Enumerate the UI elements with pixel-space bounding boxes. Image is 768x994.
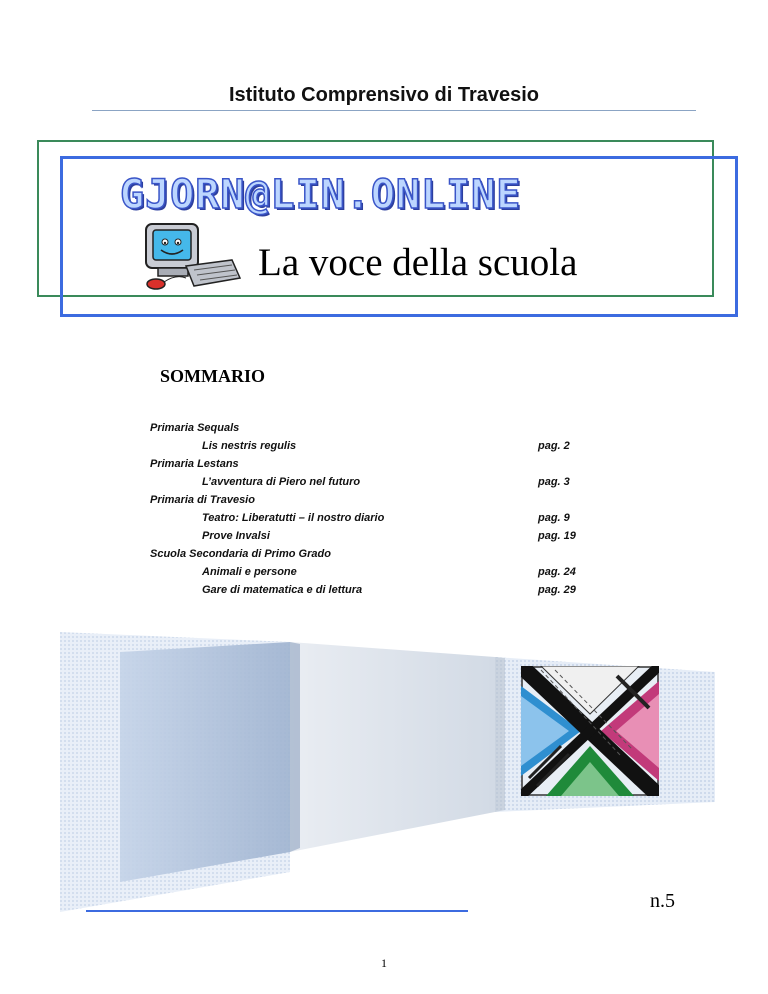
- school-name: Istituto Comprensivo di Travesio: [228, 84, 540, 106]
- toc-section-heading: Scuola Secondaria di Primo Grado: [150, 548, 331, 560]
- toc-entry: [150, 437, 610, 455]
- toc-entry-title: Teatro: Liberatutti – il nostro diario: [202, 512, 385, 524]
- toc-entry-title: Animali e persone: [202, 566, 297, 578]
- toc-entry: [150, 563, 610, 581]
- footer-rule: [86, 910, 468, 912]
- toc-section-heading: Primaria di Travesio: [150, 494, 255, 506]
- newspaper-logo-text: GJORN@LIN.ONLINE: [120, 172, 522, 218]
- toc-section-heading: Primaria Sequals: [150, 422, 240, 434]
- toc-entry: [150, 527, 610, 545]
- toc-entry-title: Gare di matematica e di lettura: [202, 584, 363, 596]
- computer-mascot-icon: [136, 222, 248, 292]
- toc-entry-title: Prove Invalsi: [202, 530, 270, 542]
- toc-entry-page: pag. 19: [538, 530, 576, 542]
- header-rule: [92, 110, 696, 111]
- page-number: 1: [381, 956, 387, 970]
- toc-section-heading: Primaria Lestans: [150, 458, 239, 470]
- toc-entry-page: pag. 3: [538, 476, 570, 488]
- summary-title: SOMMARIO: [160, 366, 265, 386]
- toc-entry-title: L’avventura di Piero nel futuro: [202, 476, 361, 488]
- toc-entry-page: pag. 9: [538, 512, 570, 524]
- toc-entry: [150, 581, 610, 599]
- toc-entry-title: Lis nestris regulis: [202, 440, 297, 452]
- table-of-contents: [150, 419, 610, 599]
- toc-entry: [150, 473, 610, 491]
- toc-entry-page: pag. 2: [538, 440, 570, 452]
- issue-number: n.5: [650, 890, 675, 912]
- newspaper-tagline: La voce della scuola: [258, 241, 578, 284]
- toc-entry-page: pag. 29: [538, 584, 576, 596]
- school-emblem-logo: [521, 666, 659, 796]
- toc-entry-page: pag. 24: [538, 566, 576, 578]
- toc-entry: [150, 509, 610, 527]
